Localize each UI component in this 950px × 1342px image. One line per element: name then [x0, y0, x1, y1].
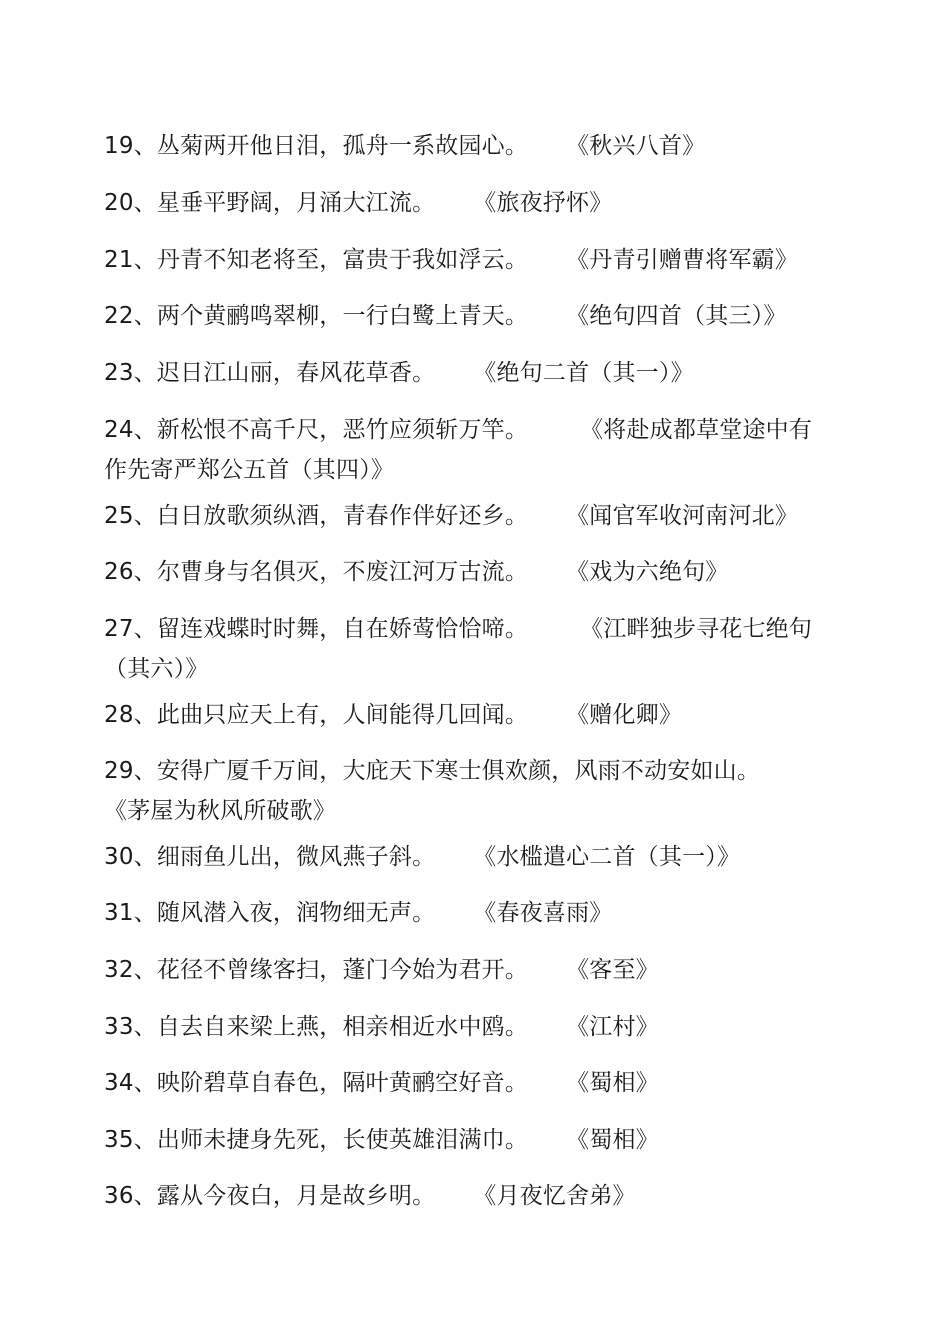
poem-source-continued: （其六）》 — [104, 656, 209, 682]
list-item — [104, 353, 864, 393]
poem-line: 、迟日江山丽，春风花草香。 — [133, 360, 436, 386]
item-number: 24 — [104, 417, 134, 443]
poem-source: 《绝句二首（其一）》 — [473, 360, 694, 386]
item-number: 29 — [104, 758, 134, 784]
poem-source: 《客至》 — [566, 957, 659, 983]
list-item — [104, 1007, 864, 1047]
item-number: 31 — [104, 900, 134, 926]
item-number: 22 — [104, 303, 134, 329]
item-number: 30 — [104, 844, 134, 870]
poem-source: 《丹青引赠曹将军霸》 — [566, 247, 799, 273]
item-number: 25 — [104, 503, 134, 529]
poem-line: 、安得广厦千万间，大庇天下寒士俱欢颜，风雨不动安如山。 — [133, 758, 761, 784]
item-number: 23 — [104, 360, 134, 386]
item-number: 19 — [104, 133, 134, 159]
poem-source: 《蜀相》 — [566, 1127, 659, 1153]
list-item — [104, 1120, 864, 1160]
poem-source: 《春夜喜雨》 — [473, 900, 613, 926]
list-item — [104, 1063, 864, 1103]
item-number: 34 — [104, 1070, 134, 1096]
list-item — [104, 1176, 864, 1216]
item-number: 26 — [104, 559, 134, 585]
poem-source-continued: 作先寄严郑公五首（其四）》 — [104, 457, 395, 483]
poem-line: 、随风潜入夜，润物细无声。 — [133, 900, 436, 926]
poem-source: 《闻官军收河南河北》 — [566, 503, 799, 529]
item-number: 36 — [104, 1183, 134, 1209]
list-item — [104, 837, 864, 877]
item-number: 21 — [104, 247, 134, 273]
poem-line: 、映阶碧草自春色，隔叶黄鹂空好音。 — [133, 1070, 529, 1096]
list-item — [104, 496, 864, 536]
poem-source: 《月夜忆舍弟》 — [473, 1183, 636, 1209]
item-number: 33 — [104, 1014, 134, 1040]
item-number: 35 — [104, 1127, 134, 1153]
poem-line: 、花径不曾缘客扫，蓬门今始为君开。 — [133, 957, 529, 983]
poem-line: 、新松恨不高千尺，恶竹应须斩万竿。 — [133, 417, 529, 443]
poem-source: 《戏为六绝句》 — [566, 559, 729, 585]
poem-line: 、出师未捷身先死，长使英雄泪满巾。 — [133, 1127, 529, 1153]
list-item-continuation — [104, 791, 864, 831]
poem-line: 、丹青不知老将至，富贵于我如浮云。 — [133, 247, 529, 273]
poem-line: 、自去自来梁上燕，相亲相近水中鸥。 — [133, 1014, 529, 1040]
poem-source-continued: 《茅屋为秋风所破歌》 — [104, 798, 336, 824]
list-item — [104, 183, 864, 223]
list-item-continuation — [104, 649, 864, 689]
item-number: 28 — [104, 702, 134, 728]
item-number: 27 — [104, 616, 134, 642]
poem-line: 、星垂平野阔，月涌大江流。 — [133, 190, 436, 216]
poem-source: 《蜀相》 — [566, 1070, 659, 1096]
poem-line: 、白日放歌须纵酒，青春作伴好还乡。 — [133, 503, 529, 529]
poem-source: 《赠化卿》 — [566, 702, 683, 728]
list-item-continuation — [104, 450, 864, 490]
list-item — [104, 695, 864, 735]
poem-source: 《水槛遣心二首（其一）》 — [473, 844, 741, 870]
list-item — [104, 950, 864, 990]
poem-source: 《江村》 — [566, 1014, 659, 1040]
poem-source: 《江畔独步寻花七绝句 — [580, 616, 813, 642]
list-item — [104, 126, 864, 166]
poem-source: 《绝句四首（其三）》 — [566, 303, 787, 329]
poem-line: 、留连戏蝶时时舞，自在娇莺恰恰啼。 — [133, 616, 529, 642]
list-item — [104, 893, 864, 933]
list-item — [104, 240, 864, 280]
poem-source: 《旅夜抒怀》 — [473, 190, 613, 216]
poem-line: 、两个黄鹂鸣翠柳，一行白鹭上青天。 — [133, 303, 529, 329]
poem-source: 《将赴成都草堂途中有 — [580, 417, 813, 443]
poem-line: 、丛菊两开他日泪，孤舟一系故园心。 — [133, 133, 529, 159]
poem-line: 、露从今夜白，月是故乡明。 — [133, 1183, 436, 1209]
poem-source: 《秋兴八首》 — [566, 133, 706, 159]
list-item — [104, 751, 864, 791]
list-item — [104, 410, 864, 450]
item-number: 20 — [104, 190, 134, 216]
poem-line: 、细雨鱼儿出，微风燕子斜。 — [133, 844, 436, 870]
poem-line: 、此曲只应天上有，人间能得几回闻。 — [133, 702, 529, 728]
poem-line: 、尔曹身与名俱灭，不废江河万古流。 — [133, 559, 529, 585]
item-number: 32 — [104, 957, 134, 983]
list-item — [104, 296, 864, 336]
list-item — [104, 609, 864, 649]
list-item — [104, 552, 864, 592]
